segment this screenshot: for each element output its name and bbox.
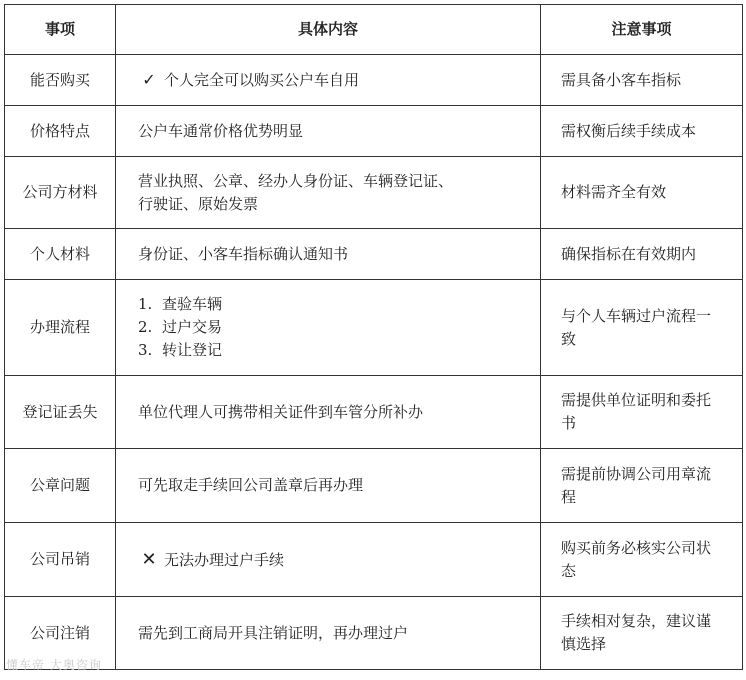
header-row: [5, 5, 743, 55]
info-table: [4, 4, 743, 670]
header-note: 注意事项: [541, 5, 743, 55]
row-note-line: 态: [561, 561, 577, 580]
table-row: [5, 597, 743, 670]
step-number: 3.: [138, 341, 153, 359]
row-content-line: 营业执照、公章、经办人身份证、车辆登记证、: [138, 171, 454, 190]
row-item: 公司吊销: [5, 523, 116, 597]
table-row: [5, 55, 743, 106]
row-item: 公司注销: [5, 597, 116, 670]
row-note-line: 需提前协调公司用章流: [561, 464, 712, 483]
row-content-text: 无法办理过户手续: [164, 550, 285, 569]
step-item: [138, 293, 532, 316]
row-item: 登记证丢失: [5, 376, 116, 449]
step-text: 转让登记: [162, 341, 223, 359]
row-note: 材料需齐全有效: [541, 157, 743, 229]
row-item: 个人材料: [5, 229, 116, 280]
row-note-line: 购买前务必核实公司状: [561, 538, 712, 557]
table-row: [5, 280, 743, 376]
row-note: [541, 280, 743, 376]
row-content: [116, 523, 541, 597]
table-row: [5, 376, 743, 449]
row-item: 办理流程: [5, 280, 116, 376]
row-note-line: 致: [561, 329, 577, 348]
step-item: [138, 339, 532, 362]
row-content: [116, 157, 541, 229]
row-note: 需权衡后续手续成本: [541, 106, 743, 157]
row-content-line: 行驶证、原始发票: [138, 194, 259, 213]
step-text: 过户交易: [162, 318, 223, 336]
header-content: 具体内容: [116, 5, 541, 55]
row-content: 公户车通常价格优势明显: [116, 106, 541, 157]
cross-icon: ✕: [141, 548, 157, 570]
row-content: [116, 280, 541, 376]
table-row: [5, 106, 743, 157]
row-note-line: 程: [561, 487, 577, 506]
row-note-line: 需提供单位证明和委托: [561, 391, 712, 409]
step-text: 查验车辆: [162, 295, 223, 313]
row-note: 需具备小客车指标: [541, 55, 743, 106]
row-note-line: 书: [561, 414, 577, 432]
row-item: 公章问题: [5, 449, 116, 523]
row-content: 单位代理人可携带相关证件到车管分所补办: [116, 376, 541, 449]
process-steps: [138, 293, 532, 362]
step-item: [138, 316, 532, 339]
row-note: 确保指标在有效期内: [541, 229, 743, 280]
row-content: 需先到工商局开具注销证明，再办理过户: [116, 597, 541, 670]
table-row: [5, 523, 743, 597]
row-note: [541, 449, 743, 523]
check-icon: ✓: [142, 70, 156, 89]
table-row: [5, 449, 743, 523]
row-note-line: 慎选择: [561, 635, 607, 653]
watermark: 懂车帝 大奥咨询: [6, 658, 102, 672]
row-note: [541, 523, 743, 597]
row-note: [541, 597, 743, 670]
step-number: 2.: [138, 318, 153, 336]
row-note: [541, 376, 743, 449]
row-content-text: 个人完全可以购买公户车自用: [164, 71, 360, 89]
row-content: [116, 55, 541, 106]
step-number: 1.: [138, 295, 153, 313]
row-item: 价格特点: [5, 106, 116, 157]
row-item: 公司方材料: [5, 157, 116, 229]
table-row: [5, 229, 743, 280]
row-content: 可先取走手续回公司盖章后再办理: [116, 449, 541, 523]
row-content: 身份证、小客车指标确认通知书: [116, 229, 541, 280]
row-note-line: 手续相对复杂，建议谨: [561, 612, 712, 630]
row-item: 能否购买: [5, 55, 116, 106]
header-item: 事项: [5, 5, 116, 55]
row-note-line: 与个人车辆过户流程一: [561, 306, 712, 325]
table-row: [5, 157, 743, 229]
